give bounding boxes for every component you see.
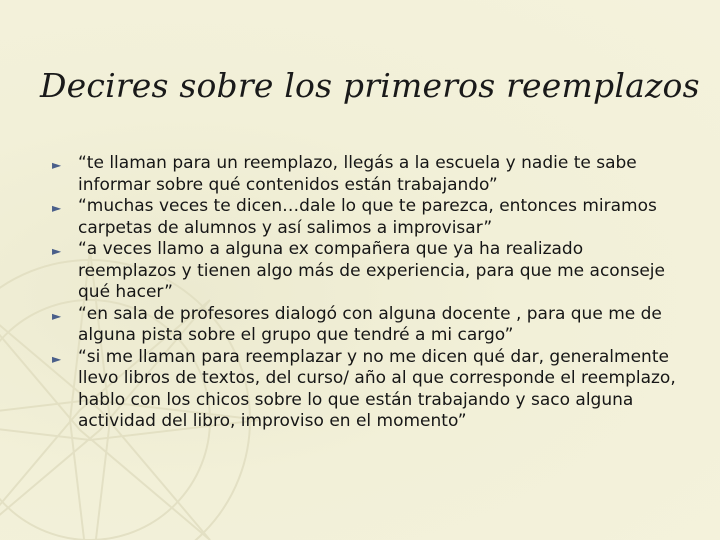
- bullet-item: [52, 153, 680, 196]
- bullet-text: “a veces llamo a alguna ex compañera que ya ha realizado reemplazos y tienen algo más de experiencia, para que me aconseje qué hacer”: [78, 239, 665, 302]
- triangle-right-icon: ►: [52, 158, 62, 172]
- bullet-item: [52, 239, 680, 304]
- bullet-text: “muchas veces te dicen…dale lo que te parezca, entonces miramos carpetas de alumnos y así salimos a improvisar”: [78, 196, 657, 238]
- bullet-item: [52, 303, 680, 347]
- triangle-right-icon: ►: [52, 308, 62, 323]
- triangle-right-icon: ►: [52, 201, 62, 215]
- triangle-right-icon: ►: [52, 351, 62, 366]
- triangle-right-icon: ►: [52, 244, 62, 258]
- bullet-text: “en sala de profesores dialogó con alguna docente , para que me de alguna pista sobre el grupo que tendré a mi cargo”: [78, 303, 662, 345]
- bullet-text: “te llaman para un reemplazo, llegás a la escuela y nadie te sabe informar sobre qué contenidos están trabajando”: [78, 153, 637, 195]
- slide-title: Decires sobre los primeros reemplazos: [40, 66, 700, 105]
- bullet-item: [52, 196, 680, 239]
- bullet-text: “si me llaman para reemplazar y no me dicen qué dar, generalmente llevo libros de textos, del curso/ año al que corresponde el reemplazo, hablo con los chicos sobre lo que están trabajando y saco alguna actividad del libro, improviso en el momento”: [78, 346, 676, 431]
- bullet-item: [52, 346, 680, 433]
- bullet-list: [52, 153, 680, 433]
